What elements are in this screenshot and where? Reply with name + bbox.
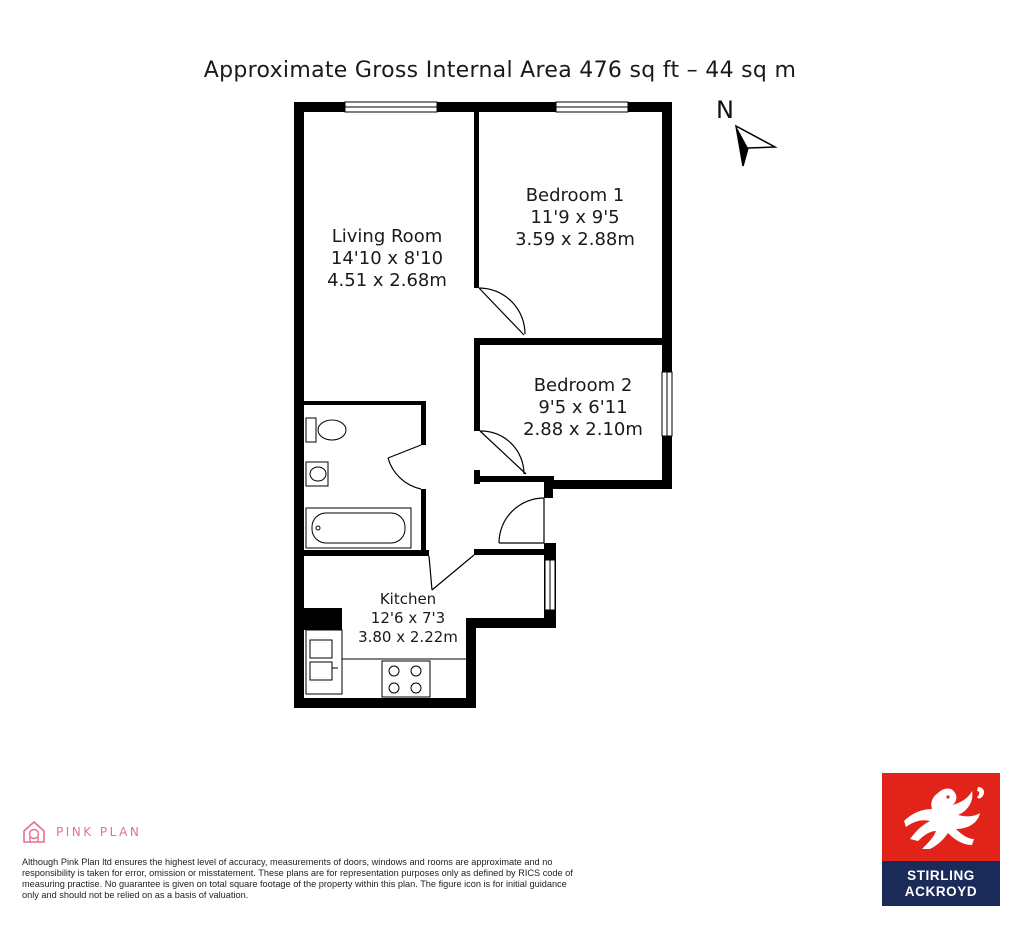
room-metric: 4.51 x 2.68m — [327, 270, 447, 291]
area-title: Approximate Gross Internal Area 476 sq ft – 44 sq m — [203, 58, 797, 83]
room-name: Kitchen — [379, 590, 437, 608]
room-name: Living Room — [331, 226, 443, 247]
room-name: Bedroom 1 — [525, 185, 625, 206]
room-bedroom2 — [508, 375, 658, 441]
pink-plan-house-icon — [22, 820, 46, 844]
stirling-ackroyd-logo — [882, 773, 1000, 906]
griffin-icon — [882, 773, 1000, 861]
room-imperial: 14'10 x 8'10 — [330, 248, 444, 269]
room-living — [316, 226, 458, 292]
brand-name — [882, 861, 1000, 906]
north-arrow-icon — [736, 126, 775, 166]
north-label: N — [716, 96, 734, 124]
room-metric: 2.88 x 2.10m — [523, 419, 643, 440]
brand-line2: ACKROYD — [904, 883, 978, 899]
bathroom-fixtures — [306, 418, 411, 548]
room-metric: 3.80 x 2.22m — [358, 628, 458, 646]
room-imperial: 11'9 x 9'5 — [530, 207, 620, 228]
room-name: Bedroom 2 — [533, 375, 633, 396]
pink-plan-logo — [22, 820, 141, 844]
pink-plan-label: PINK PLAN — [56, 825, 142, 839]
room-imperial: 12'6 x 7'3 — [370, 609, 446, 627]
windows — [345, 102, 672, 610]
room-kitchen — [348, 590, 468, 647]
room-bedroom1 — [500, 185, 650, 251]
brand-emblem — [882, 773, 1000, 861]
disclaimer-text: Although Pink Plan ltd ensures the highest level of accuracy, measurements of doors, windows and rooms are approximate and no responsibility is taken for error, omission or misstatement. These plans are for representation purposes only as defined by RICS code of measuring practise. No guarantee is given on total square footage of the property within this plan. The figure icon is for initial guidance only and should not be relied on as a basis of valuation. — [22, 857, 573, 900]
room-metric: 3.59 x 2.88m — [515, 229, 635, 250]
room-imperial: 9'5 x 6'11 — [538, 397, 628, 418]
brand-line1: STIRLING — [907, 867, 975, 883]
